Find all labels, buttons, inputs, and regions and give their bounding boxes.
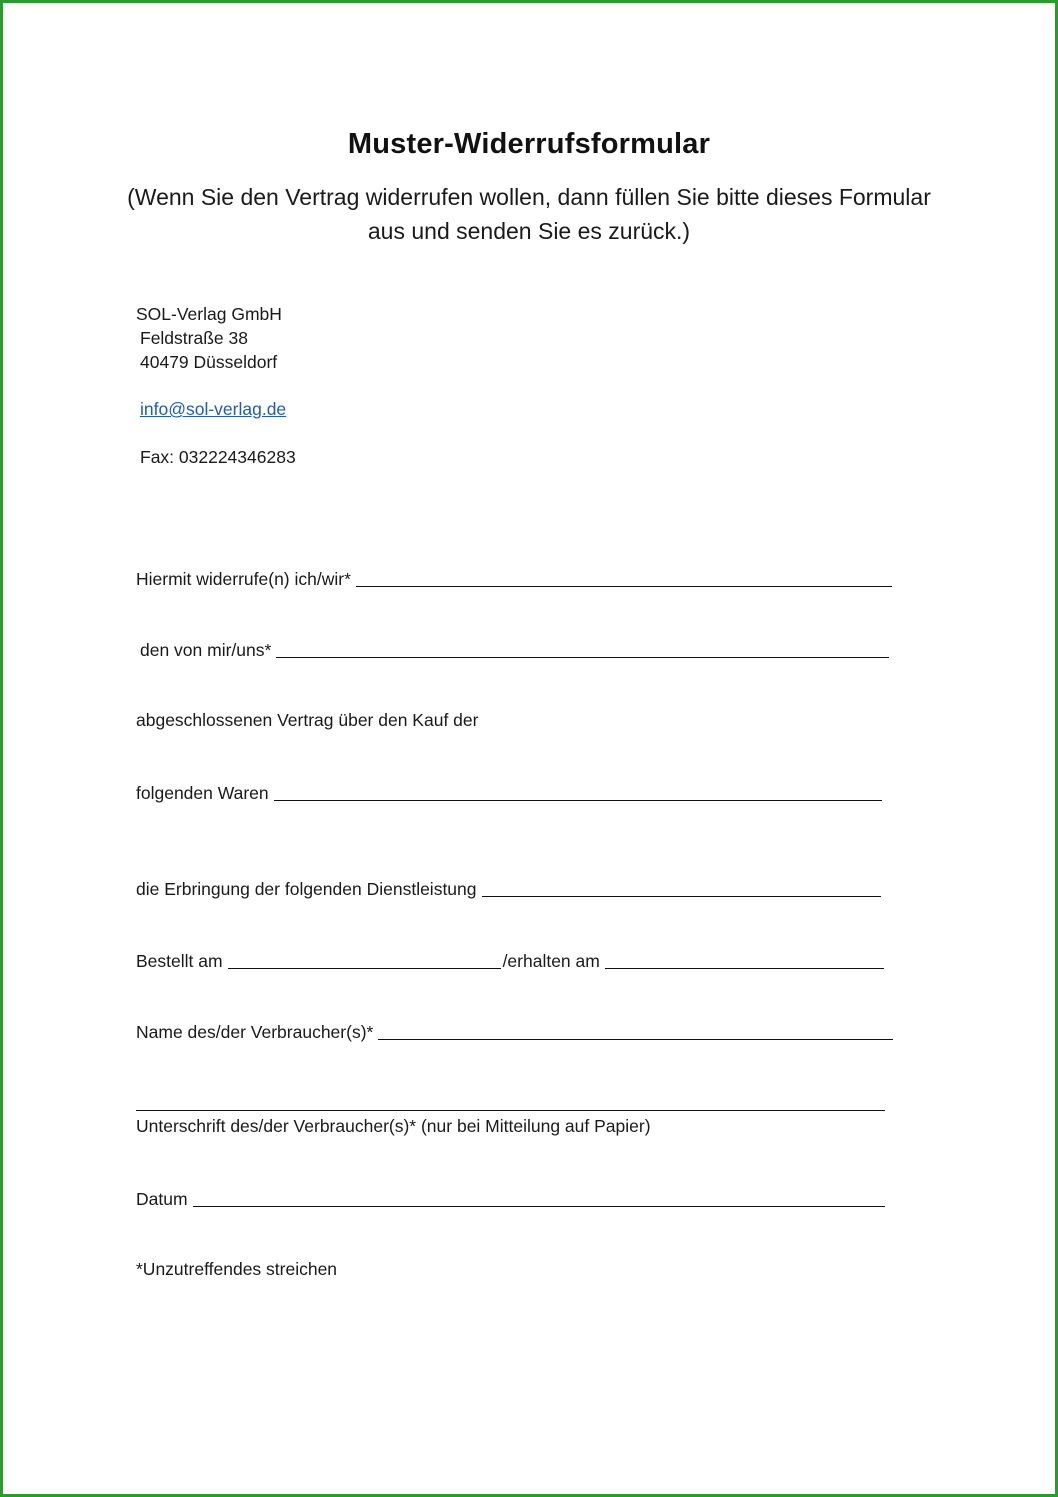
recipient-city: 40479 Düsseldorf xyxy=(140,352,278,372)
date-row xyxy=(136,1186,885,1210)
dates-row xyxy=(136,948,884,972)
service-input-line[interactable] xyxy=(482,896,881,897)
recipient-company: SOL-Verlag GmbH xyxy=(136,304,282,324)
ordered-input-line[interactable] xyxy=(228,968,501,969)
contract-text: abgeschlossenen Vertrag über den Kauf der xyxy=(136,710,479,730)
name-input-line[interactable] xyxy=(378,1039,893,1040)
form-subtitle-line-1: (Wenn Sie den Vertrag widerrufen wollen, dann füllen Sie bitte dieses Formular xyxy=(127,184,931,210)
recipient-street: Feldstraße 38 xyxy=(140,328,248,348)
date-input-line[interactable] xyxy=(193,1206,885,1207)
name-label: Name des/der Verbraucher(s)* xyxy=(136,1022,374,1042)
service-row xyxy=(136,876,881,900)
date-label: Datum xyxy=(136,1189,188,1209)
name-row xyxy=(136,1019,893,1043)
footnote: *Unzutreffendes streichen xyxy=(136,1259,338,1279)
recipient-email-link[interactable]: info@sol-verlag.de xyxy=(140,399,287,419)
contract-input-line[interactable] xyxy=(276,657,889,658)
signature-label: Unterschrift des/der Verbraucher(s)* (nur bei Mitteilung auf Papier) xyxy=(136,1116,651,1136)
contract-label: den von mir/uns* xyxy=(140,640,272,660)
goods-row xyxy=(136,780,882,804)
form-title: Muster-Widerrufsformular xyxy=(347,128,711,160)
revoke-input-line[interactable] xyxy=(356,586,892,587)
received-label: /erhalten am xyxy=(502,951,600,971)
revoke-label: Hiermit widerrufe(n) ich/wir* xyxy=(136,569,351,589)
service-label: die Erbringung der folgenden Dienstleistung xyxy=(136,879,477,899)
recipient-fax: Fax: 032224346283 xyxy=(140,447,296,467)
revoke-row xyxy=(136,566,892,590)
form-subtitle-line-2: aus und senden Sie es zurück.) xyxy=(367,218,691,244)
goods-label: folgenden Waren xyxy=(136,783,269,803)
goods-input-line[interactable] xyxy=(274,800,882,801)
signature-input-line[interactable] xyxy=(136,1110,885,1111)
ordered-label: Bestellt am xyxy=(136,951,223,971)
contract-row xyxy=(140,637,889,661)
received-input-line[interactable] xyxy=(605,968,884,969)
